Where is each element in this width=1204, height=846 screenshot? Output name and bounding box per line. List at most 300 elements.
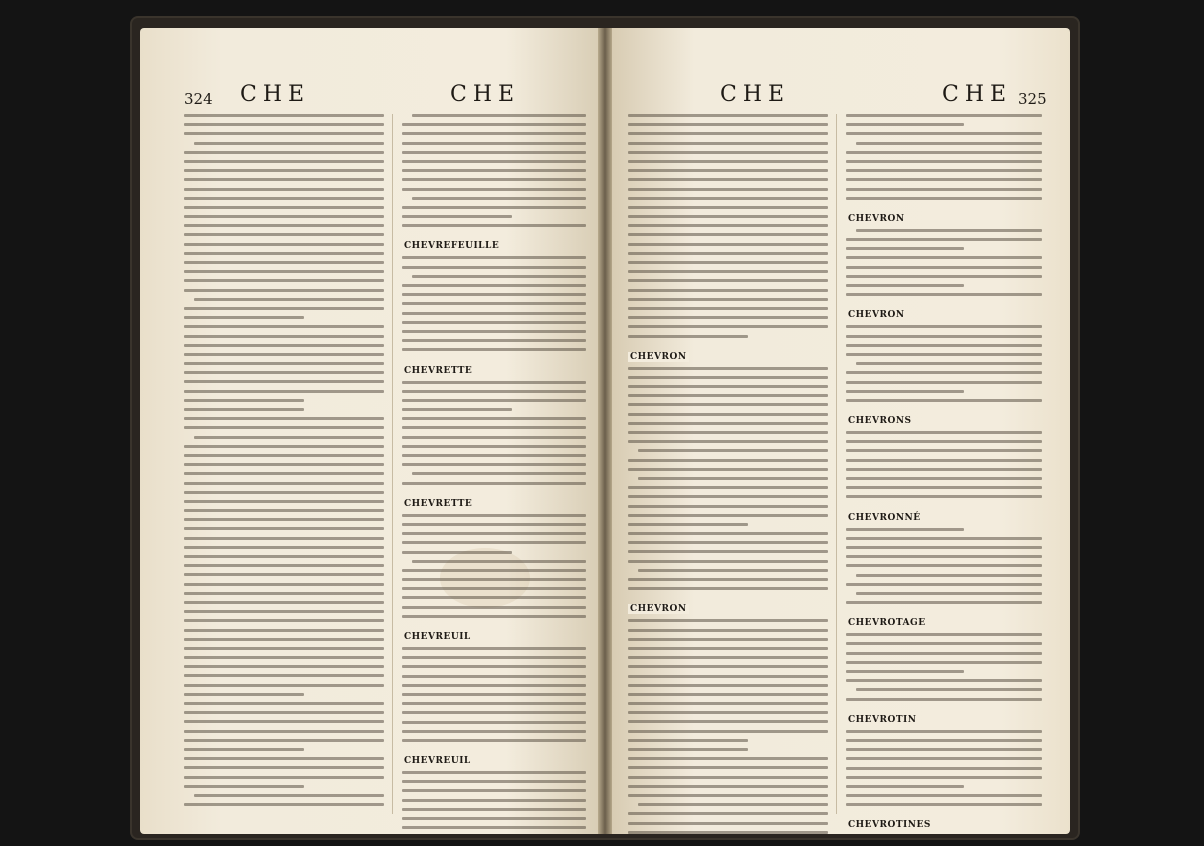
text-line	[846, 698, 1042, 701]
text-line	[184, 380, 384, 383]
text-line	[628, 619, 828, 622]
text-line	[194, 794, 384, 797]
text-line	[846, 528, 964, 531]
text-line	[402, 151, 586, 154]
column-separator	[836, 114, 837, 814]
text-line	[628, 279, 828, 282]
text-line	[846, 803, 1042, 806]
text-line	[628, 188, 828, 191]
text-line	[846, 390, 964, 393]
text-line	[628, 243, 828, 246]
page-number: 325	[1018, 90, 1047, 108]
text-line	[184, 573, 384, 576]
text-line	[402, 348, 586, 351]
text-column-4	[846, 114, 1042, 831]
text-line	[184, 252, 384, 255]
text-line	[184, 362, 384, 365]
text-line	[402, 408, 512, 411]
text-line	[184, 160, 384, 163]
text-line	[628, 523, 748, 526]
text-line	[846, 670, 964, 673]
text-line	[846, 151, 1042, 154]
text-line	[402, 789, 586, 792]
text-line	[846, 555, 1042, 558]
text-line	[846, 284, 964, 287]
text-line	[184, 114, 384, 117]
text-line	[402, 256, 586, 259]
text-line	[184, 757, 384, 760]
text-line	[184, 656, 384, 659]
text-line	[402, 730, 586, 733]
text-line	[402, 693, 586, 696]
text-line	[184, 665, 384, 668]
text-line	[184, 500, 384, 503]
text-line	[846, 642, 1042, 645]
text-line	[184, 261, 384, 264]
text-line	[628, 711, 828, 714]
text-line	[184, 555, 384, 558]
text-line	[184, 344, 384, 347]
text-line	[846, 238, 1042, 241]
text-line	[628, 394, 828, 397]
text-line	[402, 665, 586, 668]
text-line	[628, 224, 828, 227]
text-line	[628, 270, 828, 273]
text-line	[846, 785, 964, 788]
text-line	[628, 468, 828, 471]
text-line	[846, 178, 1042, 181]
text-line	[184, 233, 384, 236]
text-line	[846, 431, 1042, 434]
text-line	[846, 344, 1042, 347]
running-head: CHE	[240, 82, 311, 107]
book-spread	[132, 18, 1078, 838]
entry-headword: CHEVROTINES	[848, 820, 931, 831]
text-line	[846, 266, 1042, 269]
text-line	[628, 794, 828, 797]
text-line	[184, 629, 384, 632]
text-line	[402, 293, 586, 296]
text-line	[846, 169, 1042, 172]
text-line	[846, 197, 1042, 200]
text-line	[628, 197, 828, 200]
text-line	[184, 583, 384, 586]
text-line	[184, 601, 384, 604]
text-line	[628, 123, 828, 126]
text-line	[846, 679, 1042, 682]
text-line	[184, 151, 384, 154]
text-line	[628, 316, 828, 319]
text-line	[184, 527, 384, 530]
text-line	[846, 335, 1042, 338]
text-line	[184, 739, 384, 742]
text-line	[184, 803, 384, 806]
right-page	[612, 28, 1070, 834]
text-line	[638, 449, 828, 452]
text-line	[628, 505, 828, 508]
text-line	[628, 748, 748, 751]
text-line	[184, 693, 304, 696]
text-line	[846, 652, 1042, 655]
text-line	[184, 674, 384, 677]
text-line	[184, 702, 384, 705]
text-line	[628, 532, 828, 535]
text-line	[846, 468, 1042, 471]
text-line	[628, 629, 828, 632]
text-line	[194, 298, 384, 301]
text-line	[846, 495, 1042, 498]
text-line	[402, 541, 586, 544]
entry-headword: CHEVREUIL	[404, 756, 471, 767]
text-line	[184, 279, 384, 282]
text-line	[402, 417, 586, 420]
entry-headword: CHEVRETTE	[404, 365, 473, 376]
text-line	[184, 224, 384, 227]
text-line	[402, 721, 586, 724]
text-line	[184, 619, 384, 622]
column-separator	[392, 114, 393, 814]
text-line	[846, 188, 1042, 191]
text-line	[628, 215, 828, 218]
text-line	[402, 399, 586, 402]
text-column-1	[184, 114, 384, 820]
text-line	[402, 656, 586, 659]
text-line	[184, 426, 384, 429]
text-line	[184, 509, 384, 512]
text-line	[402, 739, 586, 742]
entry-headword: CHEVRON	[630, 604, 687, 615]
text-line	[402, 169, 586, 172]
text-line	[402, 224, 586, 227]
text-line	[846, 633, 1042, 636]
text-line	[402, 445, 586, 448]
text-line	[184, 399, 304, 402]
text-line	[628, 178, 828, 181]
text-line	[638, 477, 828, 480]
text-line	[184, 592, 384, 595]
text-line	[846, 730, 1042, 733]
text-line	[846, 381, 1042, 384]
text-line	[628, 367, 828, 370]
text-line	[402, 514, 586, 517]
text-line	[846, 275, 1042, 278]
text-line	[628, 132, 828, 135]
text-line	[184, 197, 384, 200]
text-line	[184, 748, 304, 751]
running-head: CHE	[942, 82, 1013, 107]
text-line	[846, 399, 1042, 402]
text-line	[846, 132, 1042, 135]
text-line	[402, 817, 586, 820]
text-line	[402, 463, 586, 466]
text-line	[628, 385, 828, 388]
text-line	[856, 592, 1042, 595]
text-line	[402, 178, 586, 181]
text-line	[184, 766, 384, 769]
text-line	[412, 114, 586, 117]
text-line	[628, 289, 828, 292]
text-line	[184, 417, 384, 420]
text-line	[628, 831, 828, 834]
text-column-3	[628, 114, 828, 820]
text-line	[184, 169, 384, 172]
text-line	[846, 293, 1042, 296]
text-line	[846, 123, 964, 126]
text-line	[628, 684, 828, 687]
text-line	[628, 541, 828, 544]
text-line	[638, 803, 828, 806]
text-line	[628, 440, 828, 443]
text-line	[402, 312, 586, 315]
text-line	[628, 142, 828, 145]
text-line	[184, 638, 384, 641]
text-line	[402, 523, 586, 526]
text-line	[184, 730, 384, 733]
text-line	[402, 123, 586, 126]
text-line	[628, 169, 828, 172]
text-line	[846, 748, 1042, 751]
text-line	[402, 266, 586, 269]
text-line	[856, 362, 1042, 365]
text-line	[628, 298, 828, 301]
text-line	[184, 206, 384, 209]
text-line	[846, 325, 1042, 328]
text-line	[402, 436, 586, 439]
text-line	[628, 550, 828, 553]
entry-headword: CHEVROTIN	[848, 714, 917, 725]
text-line	[402, 702, 586, 705]
text-line	[402, 569, 586, 572]
text-line	[184, 132, 384, 135]
text-line	[184, 289, 384, 292]
text-line	[184, 785, 304, 788]
text-line	[194, 436, 384, 439]
text-line	[402, 160, 586, 163]
text-line	[846, 794, 1042, 797]
text-line	[628, 335, 748, 338]
text-line	[184, 123, 384, 126]
text-line	[628, 422, 828, 425]
text-line	[846, 247, 964, 250]
text-line	[846, 160, 1042, 163]
text-line	[402, 482, 586, 485]
text-line	[628, 307, 828, 310]
text-line	[856, 229, 1042, 232]
text-line	[628, 431, 828, 434]
text-line	[628, 647, 828, 650]
text-line	[628, 656, 828, 659]
text-line	[184, 454, 384, 457]
text-line	[628, 376, 828, 379]
right-page-header	[612, 78, 1070, 108]
text-line	[402, 551, 512, 554]
text-line	[412, 197, 586, 200]
text-line	[402, 587, 586, 590]
text-line	[184, 720, 384, 723]
text-line	[402, 284, 586, 287]
text-line	[184, 491, 384, 494]
text-line	[184, 776, 384, 779]
text-line	[846, 546, 1042, 549]
text-line	[402, 647, 586, 650]
text-line	[402, 321, 586, 324]
text-line	[402, 132, 586, 135]
entry-headword: CHEVRON	[848, 213, 905, 224]
text-line	[402, 826, 586, 829]
text-line	[184, 537, 384, 540]
left-page	[140, 28, 598, 834]
text-line	[628, 757, 828, 760]
entry-headword: CHEVROTAGE	[848, 618, 926, 629]
text-line	[628, 578, 828, 581]
entry-headword: CHEVREFEUILLE	[404, 241, 500, 252]
text-line	[628, 730, 828, 733]
text-line	[628, 261, 828, 264]
text-line	[628, 665, 828, 668]
text-line	[184, 445, 384, 448]
text-line	[628, 114, 828, 117]
running-head: CHE	[450, 82, 521, 107]
text-line	[628, 206, 828, 209]
text-line	[628, 413, 828, 416]
text-line	[628, 514, 828, 517]
text-line	[402, 532, 586, 535]
text-line	[412, 275, 586, 278]
text-line	[628, 776, 828, 779]
text-line	[184, 610, 384, 613]
text-line	[412, 472, 586, 475]
text-line	[628, 325, 828, 328]
text-line	[628, 151, 828, 154]
running-head: CHE	[720, 82, 791, 107]
text-line	[184, 684, 384, 687]
text-line	[184, 371, 384, 374]
entry-headword: CHEVRONNÉ	[848, 512, 921, 523]
text-line	[628, 560, 828, 563]
text-line	[184, 564, 384, 567]
text-line	[846, 256, 1042, 259]
text-line	[184, 472, 384, 475]
text-line	[184, 178, 384, 181]
text-line	[628, 766, 828, 769]
text-line	[402, 780, 586, 783]
text-line	[856, 688, 1042, 691]
text-line	[846, 661, 1042, 664]
text-line	[184, 463, 384, 466]
text-line	[184, 647, 384, 650]
text-line	[402, 808, 586, 811]
text-line	[628, 638, 828, 641]
text-line	[402, 426, 586, 429]
text-line	[402, 188, 586, 191]
text-line	[628, 459, 828, 462]
text-line	[194, 142, 384, 145]
text-line	[402, 206, 586, 209]
entry-headword: CHEVRON	[848, 310, 905, 321]
text-line	[184, 307, 384, 310]
page-number: 324	[184, 90, 213, 108]
text-line	[628, 675, 828, 678]
text-line	[846, 776, 1042, 779]
text-line	[628, 486, 828, 489]
text-line	[184, 325, 384, 328]
text-line	[628, 587, 828, 590]
text-line	[184, 408, 304, 411]
text-line	[846, 601, 1042, 604]
text-line	[846, 537, 1042, 540]
text-line	[846, 114, 1042, 117]
text-line	[856, 142, 1042, 145]
text-line	[402, 215, 512, 218]
text-line	[402, 799, 586, 802]
text-line	[184, 390, 384, 393]
text-line	[402, 390, 586, 393]
text-line	[846, 449, 1042, 452]
text-line	[184, 270, 384, 273]
entry-headword: CHEVREUIL	[404, 632, 471, 642]
text-line	[628, 720, 828, 723]
text-line	[628, 403, 828, 406]
entry-headword: CHEVRON	[630, 351, 687, 362]
text-line	[402, 606, 586, 609]
book-gutter	[598, 28, 612, 834]
text-line	[184, 353, 384, 356]
text-line	[402, 596, 586, 599]
text-line	[846, 440, 1042, 443]
text-line	[412, 560, 586, 563]
text-line	[402, 684, 586, 687]
text-line	[184, 546, 384, 549]
text-line	[402, 142, 586, 145]
text-line	[184, 215, 384, 218]
text-line	[628, 739, 748, 742]
text-line	[402, 381, 586, 384]
left-page-header	[140, 78, 598, 108]
text-line	[628, 160, 828, 163]
text-line	[628, 233, 828, 236]
text-line	[846, 353, 1042, 356]
text-line	[846, 739, 1042, 742]
text-line	[628, 693, 828, 696]
text-line	[846, 757, 1042, 760]
text-line	[402, 711, 586, 714]
text-line	[184, 711, 384, 714]
text-line	[846, 486, 1042, 489]
text-line	[402, 330, 586, 333]
text-line	[184, 482, 384, 485]
text-line	[846, 583, 1042, 586]
text-line	[628, 785, 828, 788]
text-line	[628, 822, 828, 825]
text-line	[846, 459, 1042, 462]
text-line	[184, 243, 384, 246]
text-line	[402, 615, 586, 618]
text-line	[184, 518, 384, 521]
text-line	[402, 675, 586, 678]
text-line	[402, 578, 586, 581]
text-line	[402, 454, 586, 457]
text-line	[628, 252, 828, 255]
text-line	[846, 767, 1042, 770]
text-column-2	[402, 114, 586, 820]
text-line	[628, 812, 828, 815]
text-line	[184, 335, 384, 338]
text-line	[846, 477, 1042, 480]
text-line	[638, 569, 828, 572]
text-line	[628, 495, 828, 498]
text-line	[846, 564, 1042, 567]
text-line	[402, 771, 586, 774]
